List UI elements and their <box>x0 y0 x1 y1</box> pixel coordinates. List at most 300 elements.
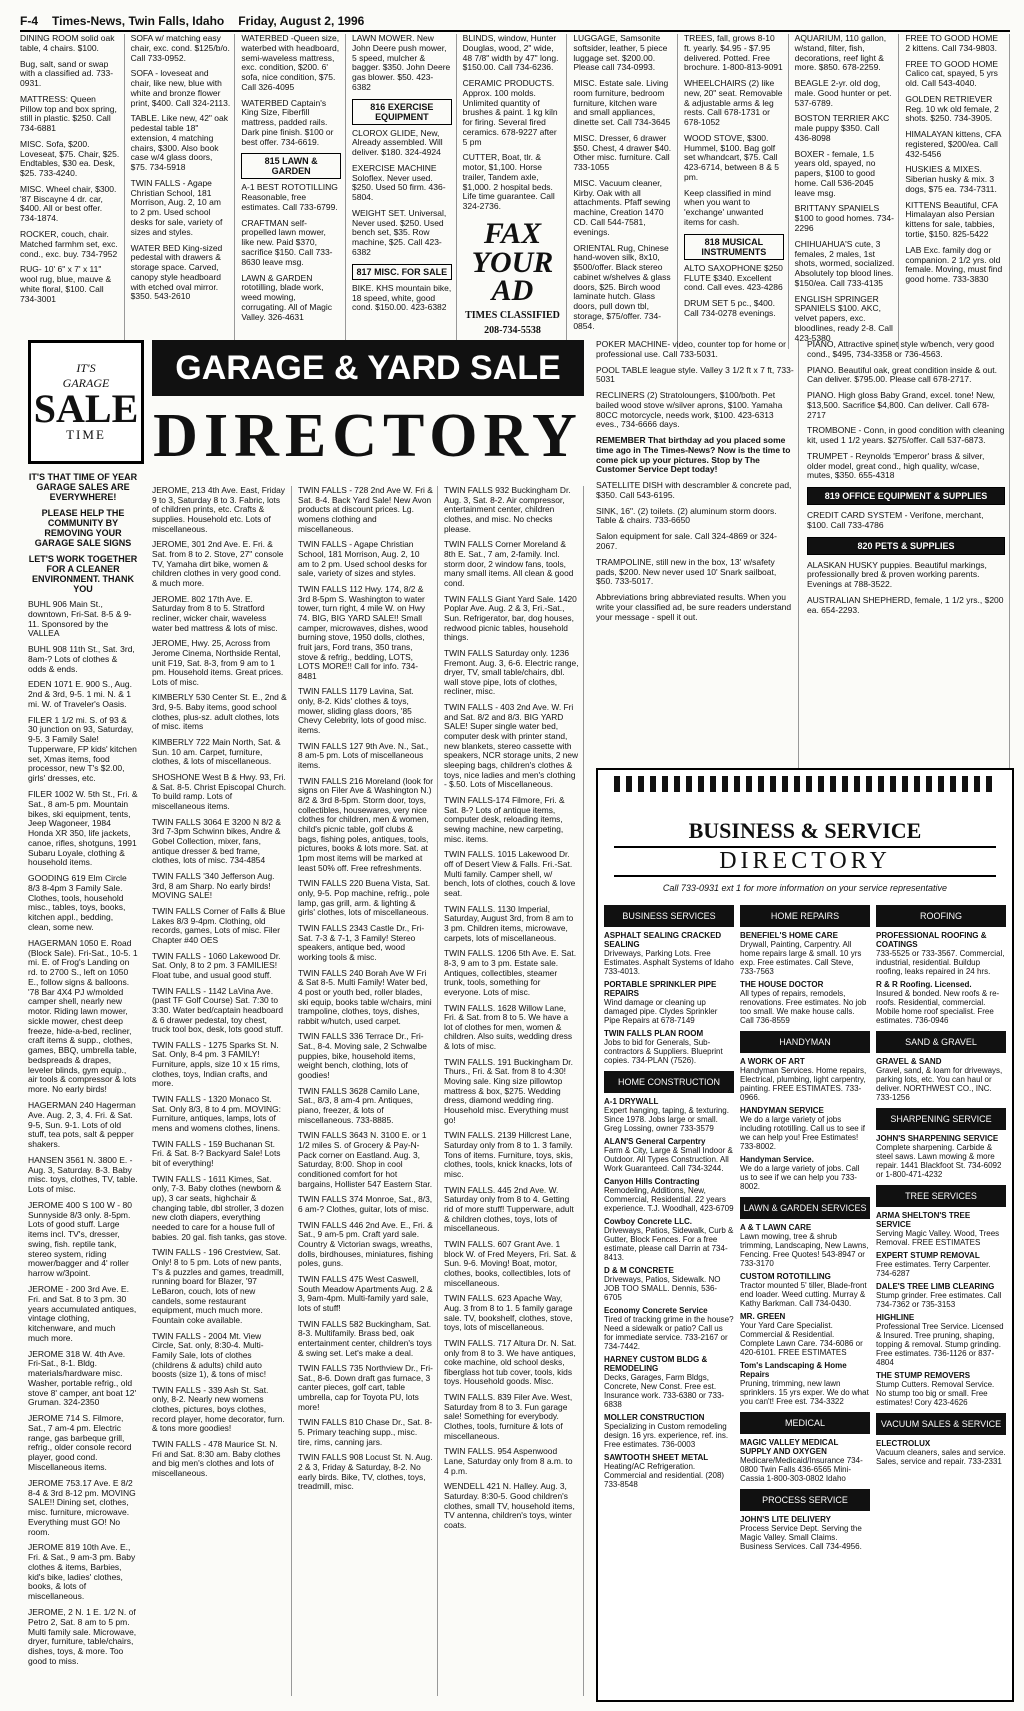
category-header: 819 OFFICE EQUIPMENT & SUPPLIES <box>807 487 1005 505</box>
garage-sale-listing: TWIN FALLS 216 Moreland (look for signs on Filer Ave & Washington N.) 8/2 & 3rd 8-5pm. Storm door, toys, collectibles, housewares, very nice clothes for children, men & women, child's picnic table, golf clubs & bags, fishing poles, antiques, tools, pictures, books & lots more. Sat. at 1pm most items will be marked at least 50% off. Free refreshments. <box>298 775 433 873</box>
skyline-graphic <box>614 776 996 792</box>
classified-column <box>905 34 1010 349</box>
service-desc: Expert hanging, taping, & texturing. Since 1978. Jobs large or small. Greg Lossing, owner 733-3579 <box>604 1106 729 1133</box>
garage-sale-listing: HANSEN 3561 N. 3800 E. - Aug. 3, Saturday. 8-3. Baby misc. toys, clothes, TV, table. Lots of misc. <box>28 1154 138 1195</box>
garage-sale-listing: TWIN FALLS 3628 Camilo Lane, Sat., 8/3, 8 am-4 pm. Antiques, piano, freezer, & lots of miscellaneous. 733-8885. <box>298 1085 420 1125</box>
garage-sale-listing: TWIN FALLS Saturday only. 1236 Fremont. Aug. 3, 6-6. Electric range, dryer, TV, small table/chairs, dbl. wall stove pipe, lots of clothes, recliner, misc. <box>444 647 579 697</box>
fax-line: YOUR <box>471 245 554 279</box>
service-listing <box>604 1355 734 1409</box>
classified-ad: MISC. Sofa, $200. Loveseat, $75. Chair, $25. Endtables, $30 ea. Desk, $25. 733-4240. <box>20 138 120 179</box>
classified-ad: Salon equipment for sale. Call 324-4869 or 324-2067. <box>596 531 777 552</box>
bsd-column <box>876 899 1006 1555</box>
service-name: SAWTOOTH SHEET METAL <box>604 1453 709 1462</box>
service-name: ASPHALT SEALING CRACKED SEALING <box>604 931 722 949</box>
garage-sale-listing: TWIN FALLS - 339 Ash St. Sat. only, 8-2. Nearly new womens clothes, pictures, boys clothes, record player, home decorator, furn. & tons more goodies! <box>152 1384 285 1434</box>
service-listing <box>604 980 734 1025</box>
right-col-1 <box>596 340 799 770</box>
classified-ad: REMEMBER That birthday ad you placed some time ago in The Times-News? Now is the time to come pick up your pictures. Stop by The Customer Service Dept today! <box>596 435 791 475</box>
service-listing <box>740 1438 870 1483</box>
garage-sale-listing: JEROME, 2 N. 1 E. 1/2 N. of Petro 2, Sat. 8 am to 5 pm. Multi family sale. Microwave, dryer, furniture, table/chairs, dishes, toys, & more. Too good to miss. <box>28 1606 137 1666</box>
service-name: PROFESSIONAL ROOFING & COATINGS <box>876 931 987 949</box>
garage-sale-listing: TWIN FALLS - 1142 LaVina Ave. (past TF Golf Course) Sat. 7:30 to 3:30. Water bed/captain headboard & 6 drawer pedestal, toy chest, truck tool box, desk, lots good stuff. <box>152 985 284 1035</box>
garage-sale-listing: TWIN FALLS. 1015 Lakewood Dr. off of Desert View & Falls. Fri.-Sat. Multi family. Camper shell, w/ bench, lots of clothes, couch & love seat. <box>444 849 576 898</box>
classified-ad: HUSKIES & MIXES. Siberian husky & mix. 3 dogs, $75 ea. 734-7311. <box>905 164 997 194</box>
garage-sale-listing: TWIN FALLS Corner Moreland & 8th E. Sat., 7 am, 2-family. Incl. storm door, 2 window fans, tools, many small items. All clean & good cond. <box>444 539 574 588</box>
classified-ad: SOFA w/ matching easy chair, exc. cond. $125/b/o. Call 733-0952. <box>130 33 230 63</box>
classified-ad: WATERBED Captain's King Size, Fiberfill mattress, padded rails. Dark pine finish. $100 or best offer. 734-6619. <box>241 97 334 147</box>
service-category: PROCESS SERVICE <box>740 1489 870 1511</box>
classified-ad: HIMALAYAN kittens, CFA registered, $200/ea. Call 432-5456 <box>905 129 1001 159</box>
garage-sale-listing: KIMBERLY 722 Main North, Sat. & Sun. 10 am. Carpet, furniture, clothes, & lots of miscellaneous. <box>152 737 281 767</box>
garage-sale-listing: JEROME. 802 17th Ave. E. Saturday from 8 to 5. Stratford recliner, wicker chair, waveless water bed mattress & lots of misc. <box>152 593 278 633</box>
garage-sale-listing: WENDELL 421 N. Halley. Aug. 3, Saturday. 8:30-5. Good children's clothes, small TV, household items, TV antenna, children's toys, winter coats. <box>444 1481 575 1530</box>
service-desc: 733-5525 or 733-3567. Commercial, industrial, residential. Buildup roofing, leaks repaired in 24 hrs. <box>876 949 1005 976</box>
garage-sale-listing: JEROME, 213 4th Ave. East, Friday 9 to 3, Saturday 8 to 3. Fabric, lots of children prints, etc. Crafts & supplies. Household etc. Lots of miscellaneous. <box>152 485 285 534</box>
service-name: BENEFIEL'S HOME CARE <box>740 931 838 940</box>
service-desc: Farm & City, Large & Small Indoor & Outdoor. All Types Construction. All Work Guaranteed. Call 734-3244. <box>604 1146 733 1173</box>
classified-ad: GOLDEN RETRIEVER Reg. 10 wk old female, 2 shots. $250. 734-3905. <box>905 93 999 124</box>
garage-sale-listing: TWIN FALLS. 954 Aspenwood Lane, Saturday only from 8 a.m. to 4 p.m. <box>444 1446 573 1476</box>
garage-sale-listing: TWIN FALLS 2343 Castle Dr., Fri-Sat. 7-3 & 7-1, 3 Family! Stereo speakers, antique bed, wood working tools & misc. <box>298 922 425 962</box>
classified-ad: ALASKAN HUSKY puppies. Beautiful markings, professionally bred & proven working parents. Evenings at 788-3522. <box>807 559 987 590</box>
classified-column <box>795 34 900 349</box>
service-name: THE STUMP REMOVERS <box>876 1371 971 1380</box>
classified-ad: RUG- 10' 6" x 7' x 11" wool rug, blue, mauve & white floral, $100. Call 734-3001 <box>20 264 112 304</box>
classified-ad: BOXER - female, 1.5 years old, spayed, no papers, $100 to good home. Call 536-2045 leave msg. <box>794 148 876 198</box>
classified-ad: BLINDS, window, Hunter Douglas, wood, 2" wide, 48 7/8" width by 47" long. $150.00. Call 734-6236. <box>462 33 559 73</box>
garage-sale-listing: TWIN FALLS - 1611 Kimes, Sat. only, 7-3. Baby clothes (newborn & up), 3 car seats, highchair & changing table, dbl stroller, 3 dozen new cloth diapers, everything needed to care for a house full of babies. 20 gal. fish tanks, gas stove. <box>152 1173 288 1242</box>
classified-ad: POKER MACHINE- video, counter top for home or professional use. Call 733-5031. <box>596 339 786 359</box>
service-name: Cowboy Concrete LLC. <box>604 1217 693 1226</box>
garage-sale-listing: TWIN FALLS - 196 Crestview, Sat. Only! 8 to 5 pm. Lots of new pants, T's & puzzles and games, treadmill, running board for Blazer, '97 LeBaron, couch, lots of new candels, some restaurant equipment, much much more. Fountain coke available. <box>152 1247 284 1325</box>
garage-sale-listing: TWIN FALLS 3643 N. 3100 E. or 1 1/2 miles S. of Grocery & Pay-N-Pack corner on Eastland. Aug. 3, Saturday, 8:00. Shop in cool conditioned comfort for hot bargains, Hollister 547 Eastern Star. <box>298 1130 433 1189</box>
classified-ad: TABLE. Like new, 42" oak pedestal table 18" extension, 4 matching chairs, $300. Also book case w/4 glass doors, $75. 734-5918 <box>130 113 229 173</box>
garage-sale-listing: TWIN FALLS - Agape Christian School, 181 Morrison, Aug. 2, 10 am to 2 pm. Used school desks for sale, variety of sizes and styles. <box>298 539 427 579</box>
garage-sale-listing: TWIN FALLS 446 2nd Ave. E., Fri. & Sat., 9 am-5 pm. Craft yard sale. Country & Victorian swags, wreaths, dolls, birdhouses, miniatures, fishing poles, guns. <box>298 1219 433 1269</box>
garage-sale-listing: JEROME 714 S. Filmore, Sat., 7 am-4 pm. Electric range, gas barbeque grill, refrig., older console record player, good cond. Miscellaneous items. <box>28 1413 132 1473</box>
service-name: Canyon Hills Contracting <box>604 1177 700 1186</box>
classified-ad: CHIHUAHUA'S cute, 3 females, 2 males, 1st shots, wormed, socialized. Absolutely top blood lines. $150/ea. Call 733-4135 <box>794 238 895 288</box>
fax-line: FAX <box>483 217 542 251</box>
classified-ad: MISC. Wheel chair, $300. '87 Biscayne 4 dr. car, $400. All or best offer. 734-1874. <box>20 183 117 224</box>
service-desc: Specializing in Custom remodeling design. 16 yrs. experience, ref. ins. Free estimates. 736-0003 <box>604 1422 729 1449</box>
category-header: 818 MUSICAL INSTRUMENTS <box>684 234 784 260</box>
garage-left-column <box>28 466 138 1696</box>
classified-ad: CLOROX GLIDE, New, Already assembled. Will deliver. $180. 324-4924 <box>351 127 443 158</box>
classified-ad: LUGGAGE, Samsonite softsider, leather, 5 piece luggage set. $200.00. Please call 734-0993. <box>573 33 668 73</box>
classified-ad: BEAGLE 2-yr. old dog, male. Good hunter or pet. 537-6789. <box>794 78 892 108</box>
service-desc: Serving Magic Valley. Wood, Trees Removal. FREE ESTIMATES <box>876 1229 1000 1247</box>
classified-ad: SINK, 16". (2) toilets. (2) aluminum storm doors. Table & chairs. 733-6650 <box>596 505 777 526</box>
service-name: A & T LAWN CARE <box>740 1223 812 1232</box>
service-desc: Jobs to bid for Generals, Sub-contractors & Suppliers. Blueprint copies. 734-PLAN (7526). <box>604 1038 723 1065</box>
service-name: DALE'S TREE LIMB CLEARING <box>876 1282 995 1291</box>
service-listing <box>740 1361 870 1406</box>
garage-notice: PLEASE HELP THE COMMUNITY BY REMOVING YOUR GARAGE SALE SIGNS <box>34 508 132 548</box>
classified-ad: WHEELCHAIRS (2) like new, 20" seat. Removable & adjustable arms & leg rests. Call 678-1731 or 678-1052 <box>683 78 783 128</box>
service-listing <box>740 1272 870 1308</box>
classified-column <box>352 34 457 349</box>
service-category: HOME CONSTRUCTION <box>604 1071 734 1093</box>
service-listing <box>740 1312 870 1357</box>
page-number: F-4 <box>20 14 38 28</box>
garage-sale-listing: JEROME 819 10th Ave. E., Fri. & Sat., 9 am-3 pm. Baby clothes & items, Barbies, kid's bike, ladies' clothes, books, & lots of miscellaneous. <box>28 1542 136 1602</box>
garage-sale-listing: TWIN FALLS - 159 Buchanan St. Fri. & Sat. 8-? Backyard Sale! Lots bit of everything! <box>152 1138 281 1169</box>
classified-ad: CREDIT CARD SYSTEM - Verifone, merchant, $100. Call 733-4786 <box>807 510 984 530</box>
service-listing <box>604 1177 734 1213</box>
garage-sale-listing: TWIN FALLS 3064 E 3200 N 8/2 & 3rd 7-3pm Schwinn bikes, Andre & Gobel Collection, mixer, fans, antique dresser & bed frame, clothes, lots of misc. 734-4854 <box>152 816 281 866</box>
garage-sale-listing: HAGERMAN 1050 E. Road (Block Sale). Fri-Sat., 10-5. 1 mi. E. of Frog's Landing on rd. to 2700 S., left on 1050 E., follow signs & balloons. '78 Bar 4X4 PJ w/molded camper shell, nearly new motor. Riding lawn mower, sickle mower, chest deep freeze, hide-a-bed, recliner, craft items & supp., clothes, games, BBQ, umbrella table, bedspreads & drapes, leveler blinds, gym equip., air tools & compressor & lots more. No early birds! <box>28 937 138 1095</box>
service-listing <box>876 1251 1006 1278</box>
classified-ad: MISC. Estate sale. Living room furniture, bedroom furniture, kitchen ware and small appliances, dinette set. Call 734-3645 <box>573 78 671 128</box>
garage-sale-listing: TWIN FALLS - 1320 Monaco St. Sat. Only 8/3, 8 to 4 pm. MOVING: Furniture, antiques, lamps, lots of mens and womens clothes, linens. <box>152 1094 281 1134</box>
garage-sale-listing: TWIN FALLS. 607 Grant Ave. 1 block W. of Fred Meyers, Fri. Sat. & Sun. 9-6. Moving! Boat, motor, clothes, books, collectibles, lots of miscellaneous. <box>444 1238 577 1288</box>
service-category: ROOFING <box>876 905 1006 927</box>
classified-ad: WATER BED King-sized pedestal with drawers & storage space. Carved, canopy style headboard with etched oval mirror. $350. 543-2610 <box>130 242 223 302</box>
garage-sale-listing: KIMBERLY 530 Center St. E., 2nd & 3rd, 9-5. Baby items, good school clothes, plus-sz. adult clothes, lots of misc. items <box>152 692 287 732</box>
category-header: 815 LAWN & GARDEN <box>241 153 341 179</box>
service-listing <box>876 1211 1006 1247</box>
service-listing <box>740 980 870 1025</box>
service-listing <box>604 1413 734 1449</box>
garage-sale-listing: HAGERMAN 240 Hagerman Ave. Aug. 2, 3, 4. Fri. & Sat. 9-5, Sun. 9-1. Lots of old stuff, tea pots, salt & pepper shakers. <box>28 1099 136 1150</box>
classified-ad: MATTRESS: Queen Pillow top and box spring, still in plastic. $250. Call 734-6881 <box>20 93 117 134</box>
service-listing <box>876 980 1006 1025</box>
service-name: ALAN'S General Carpentry <box>604 1137 706 1146</box>
service-desc: Driveways, Patios, Sidewalk. NO JOB TOO SMALL. Dennis, 536-6705 <box>604 1275 721 1302</box>
service-listing <box>876 1057 1006 1102</box>
service-name: JOHN'S SHARPENING SERVICE <box>876 1134 999 1143</box>
classified-ad: POOL TABLE league style. Valley 3 1/2 ft x 7 ft, 733-5031 <box>596 364 794 385</box>
service-listing <box>604 1137 734 1173</box>
garage-sale-listing: FILER 1002 W. 5th St., Fri. & Sat., 8 am-5 pm. Mountain bikes, ski equipment, tents, Jeep Wagoneer, 1984 Honda XR 350, life jackets, canoe, rifles, shotguns, 1991 Subaru Loyale, clothing & household items. <box>28 789 138 868</box>
service-listing <box>604 1306 734 1351</box>
service-name: MR. GREEN <box>740 1312 786 1321</box>
garage-title: GARAGE & YARD SALE <box>152 340 584 396</box>
fax-line: AD <box>491 274 534 308</box>
classified-ad: SOFA - loveseat and chair, like new, blue with white and bronze flower print, $400. Call 324-2113. <box>130 68 231 108</box>
service-desc: Tractor mounted 5' tiller, Blade-front end loader. Weed cutting. Murray & Kathy Barkman. Call 734-0430. <box>740 1281 867 1308</box>
fax-label: TIMES CLASSIFIED <box>465 309 560 321</box>
garage-sale-listing: TWIN FALLS Giant Yard Sale. 1420 Poplar Ave. Aug. 2 & 3, Fri.-Sat., Sun. Refrigerator, bar, dog houses, redwood picnic tables, household things. <box>444 593 577 643</box>
service-category: HOME REPAIRS <box>740 905 870 927</box>
service-listing <box>604 1097 734 1133</box>
service-desc: Medicare/Medicaid/Insurance 734-0800 Twin Falls 436-6565 Mini-Cassia 1-800-303-0802 Idaho <box>740 1456 863 1483</box>
service-listing <box>740 1223 870 1268</box>
business-service-directory <box>596 768 1014 1702</box>
service-name: D & M CONCRETE <box>604 1266 674 1275</box>
service-name: MOLLER CONSTRUCTION <box>604 1413 705 1422</box>
classified-column <box>684 34 789 349</box>
garage-sale-header <box>152 340 584 480</box>
classified-ad: Abbreviations bring abbreviated results. When you write your classified ad, be sure readers understand your message - spell it out. <box>596 592 792 622</box>
garage-sale-listing: TWIN FALLS 810 Chase Dr., Sat. 8-5. Primary teaching supp., misc. tire, rims, canning jars. <box>298 1417 433 1447</box>
classified-ad: PIANO. Beautiful oak, great condition inside & out. Can deliver. $795.00. Please call 678-2717. <box>807 364 997 385</box>
garage-sale-listing: TWIN FALLS 582 Buckingham, Sat. 8-3. Multifamily. Brass bed, oak entertainment center, children's toys & swing set. Let's make a deal. <box>298 1318 432 1358</box>
garage-sale-listing: JEROME 400 S 100 W - 80 Sunnyside 8/3 only. 8-5pm. Lots of good stuff. Large items incl. TV's, dresser, swing, fish. reptile tank, stereo system, riding mower/bagger and 4' roller harrow w/3point. <box>28 1199 132 1279</box>
classified-ad: AQUARIUM, 110 gallon, w/stand, filter, fish, decorations, reef light & more. $850. 678-2259. <box>794 33 887 73</box>
garage-sale-listing: TWIN FALLS - 2004 Mt. View Circle, Sat. only, 8:30-4. Multi-Family Sale, lots of clothes (childrens & adults) child auto boosts (size 1), & tons of misc! <box>152 1330 267 1380</box>
service-desc: We do a large variety of jobs including rototilling. Call us to see if we can help you! Free Estimates! 733-8002. <box>740 1115 865 1151</box>
garage-sale-listing: TWIN FALLS 374 Monroe, Sat., 8/3, 6 am-? Clothes, guitar, lots of misc. <box>298 1194 433 1214</box>
classified-ad: LAWN & GARDEN rototilling, blade work, weed mowing, corrugating. All of Magic Valley. 326-4631 <box>241 272 333 322</box>
garage-sale-listing: TWIN FALLS. 2139 Hillcrest Lane, Saturday only from 8 to 1. 3 family. Tons of items. Furniture, toys, skis, clothes, tools, knick knacks, lots of misc. <box>444 1130 573 1179</box>
service-listing <box>604 1217 734 1262</box>
garage-sale-listing: TWIN FALLS. 1628 Willow Lane, Fri. & Sat. from 8 to 5. We have a lot of clothes for men, women & children. Also suits, wedding dress & lots of misc. <box>444 1002 573 1052</box>
bsd-call-line: Call 733-0931 ext 1 for more information on your service representative <box>662 883 948 893</box>
garage-sale-listing: TWIN FALLS. 191 Buckingham Dr. Thurs., Fri. & Sat. from 8 to 4:30! Moving sale. King size pillowtop mattress & box, $275. Wedding dress, diamond wedding ring. Household misc. Everything must go! <box>444 1056 573 1125</box>
classified-ad: SATELLITE DISH with descrambler & concrete pad, $350. Call 543-6195. <box>596 480 792 500</box>
garage-sale-listing: TWIN FALLS - 403 2nd Ave. W. Fri and Sat. 8/2 and 8/3. BIG YARD SALE! Super single water bed, computer desk with printer stand, new blankets, stereo cassette with speakers, NCR storage units, 2 new sleeping bags, children's clothes & toys, nice ladies and men's clothing - $.50. Lots of Miscellaneous. <box>444 702 579 790</box>
service-category: VACUUM SALES & SERVICE <box>876 1413 1006 1435</box>
service-desc: Stump grinder. Free estimates. Call 734-7362 or 735-3153 <box>876 1291 1002 1309</box>
fax-phone: 208-734-5538 <box>484 324 541 336</box>
classified-ad: TREES, fall, grows 8-10 ft. yearly. $4.95 - $7.95 delivered. Potted. Free brochure. 1-800-813-9091 <box>683 33 783 73</box>
service-name: TWIN FALLS PLAN ROOM <box>604 1029 704 1038</box>
service-listing <box>876 931 1006 976</box>
garage-column <box>444 486 584 1696</box>
service-desc: Wind damage or cleaning up damaged pipe. Clydes Sprinkler Pipe Repairs at 678-7149 <box>604 998 718 1025</box>
service-desc: Your Yard Care Specialist. Commercial & Residential. Complete Lawn Care. 734-6086 or 420-6101. FREE ESTIMATES <box>740 1321 863 1357</box>
garage-subtitle: DIRECTORY <box>153 402 583 470</box>
classified-ad: EXERCISE MACHINE Soloflex. Never used. $250. Used 50 firm. 436-5804. <box>351 162 446 203</box>
service-desc: Free estimates. Terry Carpenter. 734-6287 <box>876 1260 991 1278</box>
service-desc: Driveways, Patios, Sidewalk, Curb & Gutter, Block Fences. For a free estimate, please call Darrin at 734-8413. <box>604 1226 734 1262</box>
garage-sale-listing: TWIN FALLS 1179 Lavina, Sat. only, 8-2. Kids' clothes & toys, mower, sliding glass doors, '85 Chevy Celebrity, lots of good misc. items. <box>298 686 427 736</box>
classified-ad: Bug, salt, sand or swap with a classified ad. 733-0931. <box>20 58 114 89</box>
classified-column <box>573 34 678 349</box>
service-desc: Pruning, trimming, new lawn sprinklers. 15 yrs exper. We do what you can't! Free est. 734-3322 <box>740 1379 869 1406</box>
garage-sale-listing: GOODING 619 Elm Circle 8/3 8-4pm 3 Family Sale. Clothes, tools, household misc., tables, toys, books, kitchen appl., bedding, clean, some new. <box>28 873 127 932</box>
service-name: Handyman Service. <box>740 1155 814 1164</box>
service-category: SHARPENING SERVICE <box>876 1108 1006 1130</box>
garage-sale-listing: TWIN FALLS-174 Filmore, Fri. & Sat. 8-? Lots of antique items, computer desk, reloading items, sewing machine, new carpeting, misc. items. <box>444 795 565 844</box>
service-listing <box>604 931 734 976</box>
service-listing <box>740 931 870 976</box>
garage-sale-listing: TWIN FALLS 475 West Caswell, South Meadow Apartments Aug. 2 & 3, 9am-4pm. Multi-family yard sale, lots of stuff! <box>298 1273 433 1313</box>
garage-sale-listing: TWIN FALLS 932 Buckingham Dr. Aug. 3, Sat. 8-2. Air compressor, entertainment center, children clothes, and misc. No checks please. <box>444 485 571 534</box>
classified-ad: BRITTANY SPANIELS $100 to good homes. 734-2296 <box>794 203 894 234</box>
service-category: HANDYMAN <box>740 1031 870 1053</box>
service-desc: Professional Tree Service. Licensed & Insured. Tree pruning, shaping, topping & removal. Stump grinding. Free estimates. 736-1126 or 837-4804 <box>876 1322 1004 1367</box>
service-category: SAND & GRAVEL <box>876 1031 1006 1053</box>
logo-sale: SALE <box>33 386 139 431</box>
service-name: A-1 DRYWALL <box>604 1097 659 1106</box>
garage-sale-listing: TWIN FALLS. 1130 Imperial, Saturday, August 3rd, from 8 am to 3 pm. Children items, microwave, carpets, lots of miscellaneous. <box>444 903 574 943</box>
classified-ad: AUSTRALIAN SHEPHERD, female, 1 1/2 yrs., $200 ea. 654-2293. <box>807 595 1004 615</box>
garage-sale-logo <box>28 340 144 464</box>
service-category: LAWN & GARDEN SERVICES <box>740 1197 870 1219</box>
garage-sale-listing: JEROME 753.17 Ave. E 8/2 8-4 & 3rd 8-12 pm. MOVING SALE!! Dining set, clothes, misc. furniture, microwave. Everything must GO! No room. <box>28 1477 136 1537</box>
service-name: GRAVEL & SAND <box>876 1057 942 1066</box>
garage-sale-listing: TWIN FALLS 220 Buena Vista, Sat. only, 9-5. Pop machine, refrig., pole lamp, gas grill, arm. & lighting & girls' clothes, lots of miscellaneous. <box>298 878 431 918</box>
service-category: BUSINESS SERVICES <box>604 905 734 927</box>
garage-sale-listing: JEROME, Hwy. 25, Across from Jerome Cinema, Northside Rental, unit F19, Sat. 8-3, from 9 am to 1 pm. Household items. Great prices. Lots of misc. <box>152 638 284 687</box>
classified-ad: WATERBED -Queen size, waterbed with headboard, semi-waveless mattress, exc. condition, $200. 6' sofa, nice condition, $75. Call 326-4095 <box>241 33 340 92</box>
garage-sale-listing: JEROME, 301 2nd Ave. E. Fri. & Sat. from 8 to 2. Stove, 27" console TV, Yamaha dirt bike, women & children clothes in very good cond. & much more. <box>152 539 284 588</box>
classified-ad: TRUMPET - Reynolds 'Emperor' brass & silver, older model, great cond., high quality, w/case, mutes, $350. 655-4318 <box>807 450 985 481</box>
service-desc: Handyman Services. Home repairs, Electrical, plumbing, light carpentry, painting. FREE ESTIMATES. 733-0966. <box>740 1066 867 1102</box>
service-name: THE HOUSE DOCTOR <box>740 980 824 989</box>
service-desc: We do a large variety of jobs. Call us to see if we can help you 733-8002. <box>740 1164 860 1191</box>
service-name: JOHN'S LITE DELIVERY <box>740 1515 831 1524</box>
classified-ad: DINING ROOM solid oak table, 4 chairs. $100. <box>20 33 115 53</box>
service-desc: Tired of tracking grime in the house? Need a sidewalk or patio? Call us for immediate service. 733-2167 or 734-7442. <box>604 1315 734 1351</box>
garage-sale-listing: TWIN FALLS '340 Jefferson Aug. 3rd, 8 am Sharp. No early birds! MOVING SALE! <box>152 870 275 901</box>
classified-ad: MISC. Dresser, 6 drawer $50. Chest, 4 drawer $40. Other misc. furniture. Call 733-1055 <box>573 132 672 173</box>
classified-ad: LAWN MOWER. New John Deere push mower, 5 speed, mulcher & bagger. $350. John Deere gas blower. $50. 423-6382 <box>351 33 451 92</box>
classified-ad: FREE TO GOOD HOME Calico cat, spayed, 5 yrs old. Call 543-4040. <box>905 58 999 89</box>
service-name: HARNEY CUSTOM BLDG & REMODELING <box>604 1355 708 1373</box>
garage-sale-listing: TWIN FALLS 908 Locust St. N. Aug. 2 & 3, Friday & Saturday, 8-2. No early birds. Bike, TV, clothes, toys, treadmill, misc. <box>298 1452 433 1492</box>
garage-sale-listing: TWIN FALLS 336 Terrace Dr., Fri-Sat., 8-4. Moving sale, 2 Schwalbe puppies, bike, household items, weight bench, clothing, lots of goodies! <box>298 1031 427 1081</box>
service-desc: Insured & bonded. New roofs & re-roofs. Residential, commercial. Mobile home roof specialist. Free estimates. 736-0946 <box>876 989 1000 1025</box>
service-desc: Drywall, Painting, Carpentry. All home repairs large & small. 10 yrs exp. Free estimates. Call Steve, 733-7563 <box>740 940 862 976</box>
category-header: 820 PETS & SUPPLIES <box>807 537 1005 555</box>
category-header: 817 MISC. FOR SALE <box>352 264 452 280</box>
service-name: PORTABLE SPRINKLER PIPE REPAIRS <box>604 980 717 998</box>
service-desc: Stump Cutters. Removal Service. No stump too big or small. Free estimates! Cory 423-4626 <box>876 1380 995 1407</box>
service-desc: Vacuum cleaners, sales and service. Sales, service and repair. 733-2331 <box>876 1448 1006 1466</box>
garage-sale-listing: TWIN FALLS - 728 2nd Ave W. Fri & Sat. 8-4. Back Yard Sale! New Avon products at discount prices. Lg. womens clothing and miscellaneous. <box>298 485 433 534</box>
garage-sale-listing: TWIN FALLS. 623 Apache Way, Aug. 3 from 8 to 1. 5 family garage sale. TV, bookshelf, clothes, stove, toys, lots of miscellaneous. <box>444 1293 573 1333</box>
classified-ad: CRAFTMAN self-propelled lawn mower, like new. Paid $370, sacrifice $150. Call 733-8630 leave msg. <box>241 217 333 267</box>
classified-ad: BIKE. KHS mountain bike, 18 speed, white, good cond. $150.00. 423-6382 <box>351 282 452 313</box>
service-name: EXPERT STUMP REMOVAL <box>876 1251 980 1260</box>
classified-ad: PIANO, Attractive spinet style w/bench, very good cond., $495, 734-3358 or 736-4563. <box>807 339 995 359</box>
bsd-column <box>604 899 734 1555</box>
classified-ad: LAB Exc. family dog or companion. 2 1/2 yrs. old female. Moving, must find good home. 733-3830 <box>905 244 1003 285</box>
garage-sale-listing: SHOSHONE West B & Hwy. 93, Fri. & Sat. 8-5. Christ Episcopal Church. To build ramp. Lots of miscellaneous items. <box>152 772 287 812</box>
classified-ad: CUTTER, Boat, tlr. & motor, $1,100. Horse trailer, Tandem axle, $1,000. 2 hospital beds. Life time guarantee. Call 324-2736. <box>462 152 555 212</box>
garage-sale-listing: TWIN FALLS 127 9th Ave. N., Sat., 8 am-5 pm. Lots of miscellaneous items. <box>298 740 429 771</box>
garage-sale-listing: FILER 1 1/2 mi. S. of 93 & 30 junction on 93, Saturday, 9-5. 3 Family Sale! Tupperware, FP kids' kitchen set, Xmas items, food processor, new T's $2.00, girls' dresses, etc. <box>28 714 137 784</box>
classified-ad: TRAMPOLINE, still new in the box, 13' w/safety pads, $200. New never used 10' Snark sailboat, $50. 733-5017. <box>596 556 777 587</box>
garage-sale-listing: BUHL 906 Main St., downtown, Fri-Sat. 8-5 & 9-11. Sponsored by the VALLEA <box>28 599 132 639</box>
garage-notice: IT'S THAT TIME OF YEAR GARAGE SALES ARE EVERYWHERE! <box>28 472 138 502</box>
service-listing <box>876 1439 1006 1466</box>
service-desc: Process Service Dept. Serving the Magic Valley. Small Claims. Business Services. Call 734-4956. <box>740 1524 862 1551</box>
classified-ad: MISC. Vacuum cleaner, Kirby. Oak with all attachments. Pfaff sewing machine, Creation 1470 CD. Call 544-7581, evenings. <box>573 177 671 237</box>
classified-ad: ORIENTAL Rug, Chinese hand-woven silk, 8x10, $500/offer. Black stereo cabinet w/shelves & glass doors, $25. Birch wood laminate hutch. Glass doors, pull down tbl, storage, $75/offer. 734-0854. <box>573 242 671 331</box>
page-header <box>20 6 1010 32</box>
service-listing <box>876 1313 1006 1367</box>
classified-ad: ALTO SAXOPHONE $250 FLUTE $340. Excellent cond. Call eves. 423-4286 <box>683 262 783 293</box>
service-name: ARMA SHELTON'S TREE SERVICE <box>876 1211 971 1229</box>
garage-sale-listing: EDEN 1071 E. 900 S., Aug. 2nd & 3rd, 9-5. 1 mi. N. & 1 mi. W. of Traveler's Oasis. <box>28 679 132 709</box>
fax-your-ad <box>463 217 563 336</box>
classified-ad: ROCKER, couch, chair. Matched farmhm set, exc. cond., exc. buy. 734-7952 <box>20 229 118 259</box>
classified-right-upper <box>596 340 1010 770</box>
classified-column <box>131 34 236 349</box>
service-name: Economy Concrete Service <box>604 1306 708 1315</box>
bsd-columns <box>598 899 1012 1555</box>
logo-garage: GARAGE <box>62 376 110 390</box>
service-desc: Complete sharpening. Carbide & steel saws. Lawn mowing & more repair. 1441 Blackfoot St. 734-6092 or 1-800-471-4232 <box>876 1143 1002 1179</box>
service-desc: Heating/AC Refrigeration. Commercial and residential. (208) 733-8548 <box>604 1462 725 1489</box>
classified-column <box>20 34 125 349</box>
service-listing <box>740 1106 870 1151</box>
classified-ad: TROMBONE - Conn, in good condition with cleaning kit, used 1 1/2 years. $275/offer. Call 537-6873. <box>807 425 1005 446</box>
paper-name: Times-News, Twin Falls, Idaho <box>52 14 225 28</box>
garage-sale-listing: TWIN FALLS. 445 2nd Ave. W. Saturday only from 8 to 4. Getting rid of more stuff! Tupperware, adult & children clothes, toys, lots of miscellaneous. <box>444 1184 574 1234</box>
garage-sale-listing: TWIN FALLS 240 Borah Ave W Fri & Sat 8-5. Multi Family! Water bed, 4 post or youth bed, roller blades, ski equip, books table w/chairs, mini trampoline, clothes, toys, dishes, rabbit w/hutch, used carpet. <box>298 967 432 1026</box>
service-name: HIGHLINE <box>876 1313 915 1322</box>
garage-sale-listing: TWIN FALLS. 717 Altura Dr. N. Sat. only from 8 to 3. We have antiques, coke machine, old school desks, fiberglass hot tub cover, tools, kids toys. Household goods. Misc. <box>444 1337 577 1387</box>
service-desc: Gravel, sand, & loam for driveways, parking lots, etc. You can haul or deliver. NORTHWEST CO., INC. 733-1256 <box>876 1066 1003 1102</box>
service-name: Tom's Landscaping & Home Repairs <box>740 1361 847 1379</box>
logo-time: TIME <box>66 427 106 442</box>
bsd-subtitle: DIRECTORY <box>614 846 996 877</box>
classified-top-columns <box>20 33 1010 343</box>
service-name: CUSTOM ROTOTILLING <box>740 1272 831 1281</box>
service-listing <box>740 1155 870 1191</box>
garage-column <box>152 486 292 1696</box>
classified-ad: WEIGHT SET. Universal, Never used. $250. Used bench set, $35. Row machine, $25. Call 423-6382 <box>351 207 447 258</box>
service-name: R & R Roofing. Licensed. <box>876 980 972 989</box>
service-listing <box>876 1282 1006 1309</box>
garage-sale-listing: TWIN FALLS. 839 Filer Ave. West, Saturday from 8 to 3. Fun garage sale! Something for everybody. Clothes, tools, furniture & lots of miscellaneous. <box>444 1392 573 1441</box>
service-desc: All types of repairs, remodels, renovations. Free estimates. No job too small. We make house calls. Call 736-8559 <box>740 989 867 1025</box>
garage-column <box>298 486 438 1696</box>
classified-ad: A-1 BEST ROTOTILLING Reasonable, free estimates. Call 733-6799. <box>241 182 338 212</box>
garage-sale-listing: TWIN FALLS - 1275 Sparks St. N. Sat. Only, 8-4 pm. 3 FAMILY! Furniture, appls, size 10 x 15 rims, clothes, toys, Indian crafts, and more. <box>152 1039 281 1089</box>
classified-ad: TWIN FALLS - Agape Christian School, 181 Morrison, Aug. 2, 10 am to 2 pm. Used school desks for sale, variety of sizes and styles. <box>130 177 223 237</box>
garage-sale-listing: TWIN FALLS - 1060 Lakewood Dr. Sat. Only, 8 to 2 pm. 3 FAMILIES! Float tube, and usual good stuff. <box>152 950 281 980</box>
bsd-column <box>740 899 870 1555</box>
service-listing <box>876 1371 1006 1407</box>
classified-ad: KITTENS Beautiful, CFA Himalayan also Persian kittens for sale, tabbies, tortie, $150. 825-5422 <box>905 199 998 240</box>
garage-sale-listing: TWIN FALLS. 1206 5th Ave. E. Sat. 8-3, 9 am to 3 pm. Estate sale. Antiques, collectibles, steamer trunk, tools, something for everyone. Lots of misc. <box>444 948 577 997</box>
service-name: MAGIC VALLEY MEDICAL SUPPLY AND OXYGEN <box>740 1438 839 1456</box>
bsd-title: BUSINESS & SERVICE <box>688 818 922 843</box>
classified-column <box>463 34 568 349</box>
issue-date: Friday, August 2, 1996 <box>238 14 365 28</box>
right-col-2 <box>807 340 1010 770</box>
classified-ad: RECLINERS (2) Stratoloungers, $100/both. Pet bailed wood stove w/silver aprons, $100. Yamaha 80CC motorcycle, needs work, $100. 423-6313 eves., 734-6666 days. <box>596 390 783 430</box>
classified-ad: FREE TO GOOD HOME 2 kittens. Call 734-9803. <box>905 33 999 53</box>
classified-ad: WOOD STOVE, $300. Hummel, $100. Bag golf set w/handcart, $75. Call 423-6714, between 8 & 5 pm. <box>683 132 779 182</box>
service-category: TREE SERVICES <box>876 1185 1006 1207</box>
classified-ad: CERAMIC PRODUCTS. Approx. 100 molds. Unlimited quantity of brushes & paint. 1 kg kiln for firing. Several fired ceramics. 678-9227 after 5 pm <box>462 78 558 147</box>
service-listing <box>876 1134 1006 1179</box>
service-name: HANDYMAN SERVICE <box>740 1106 824 1115</box>
service-listing <box>740 1057 870 1102</box>
service-name: ELECTROLUX <box>876 1439 931 1448</box>
garage-sale-listing: JEROME 318 W. 4th Ave. Fri-Sat., 8-1. Bldg. materials/hardware misc. Washer, portable refrig., old stove 8' camper, ant boat 12' Gruman. 324-2350 <box>28 1348 137 1408</box>
service-listing <box>740 1515 870 1551</box>
classified-ad: PIANO. High gloss Baby Grand, excel. tone! New, $13,500. Sacrifice $4,800. Can deliver. Call 678-2717 <box>807 390 996 420</box>
service-desc: Remodeling, Additions, New, Commercial, Residential. 22 years experience. T.J. Woodhall, 423-6709 <box>604 1186 734 1213</box>
classified-ad: BOSTON TERRIER AKC male puppy $350. Call 436-8098 <box>794 113 890 143</box>
service-listing <box>604 1453 734 1489</box>
garage-listings <box>152 486 584 1696</box>
category-header: 816 EXERCISE EQUIPMENT <box>352 99 452 125</box>
service-desc: Lawn mowing, tree & shrub trimming, Landscaping, New Lawns, Fencing. Free Quotes! 543-8947 or 733-3170 <box>740 1232 869 1268</box>
service-listing <box>604 1266 734 1302</box>
service-desc: Driveways, Parking Lots. Free Estimates. Asphalt Systems of Idaho 733-4013. <box>604 949 734 976</box>
garage-sale-listing: TWIN FALLS 735 Northview Dr., Fri-Sat., 8-6. Down draft gas furnace, 3 canter pieces, golf cart, table umbrella, cap for Toyota PU, lots more! <box>298 1363 433 1412</box>
garage-sale-listing: TWIN FALLS - 478 Maurice St. N. Fri and Sat. 8:30 am. Baby clothes and big men's clothes and lots of miscellaneous. <box>152 1439 281 1479</box>
service-desc: Decks, Garages, Farm Bldgs, Concrete, New Const. Free est. Insurance work. 733-6380 or 733-6838 <box>604 1373 725 1409</box>
classified-ad: DRUM SET 5 pc., $400. Call 734-0278 evenings. <box>683 298 776 318</box>
classified-ad: Keep classified in mind when you want to 'exchange' unwanted items for cash. <box>683 187 771 228</box>
service-name: A WORK OF ART <box>740 1057 805 1066</box>
service-category: MEDICAL <box>740 1412 870 1434</box>
logo-its: IT'S <box>76 361 96 375</box>
garage-sale-listing: BUHL 908 11th St., Sat. 3rd, 8am-? Lots of clothes & odds & ends. <box>28 644 135 674</box>
garage-sale-listing: TWIN FALLS 112 Hwy. 174, 8/2 & 3rd 8-5pm S. Washington to water tower, turn right, 4 mile W. on Hwy 74. BIG, BIG YARD SALE!! Small camper, microwaves, dishes, wood burning stove, 1950 dolls, clothes, fruit jars, Ford trans, 350 trans, stove & refrig., bedding, LOTS, LOTS MORE!! Call for info. 734-8481 <box>298 583 428 681</box>
